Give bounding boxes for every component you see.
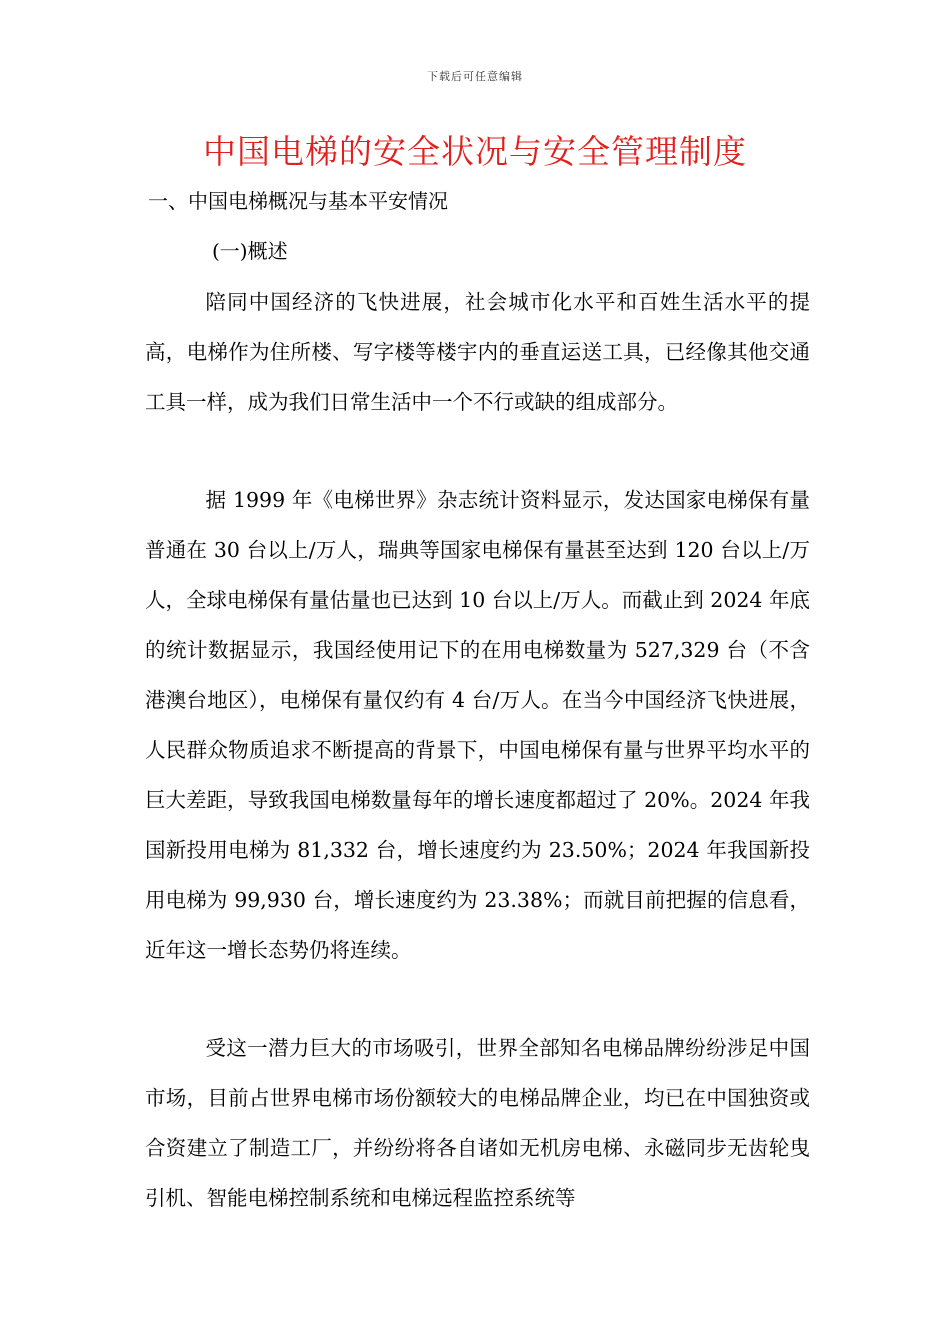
sub-heading: (一)概述 [212, 239, 288, 263]
header-note: 下载后可任意编辑 [427, 70, 523, 83]
section-heading: 一、中国电梯概况与基本平安情况 [148, 189, 448, 213]
document-title: 中国电梯的安全状况与安全管理制度 [203, 132, 747, 171]
body-paragraph: 据 1999 年《电梯世界》杂志统计资料显示，发达国家电梯保有量普通在 30 台以上/万人，瑞典等国家电梯保有量甚至达到 120 台以上/万人，全球电梯保有量估量也已达到 10 台以上/万人。而截止到 2024 年底的统计数据显示，我国经使用记下的在用电梯数量为 527,329 台（不含港澳台地区），电梯保有量仅约有 4 台/万人。在当今中国经济飞快进展，人民群众物质追求不断提高的背景下，中国电梯保有量与世界平均水平的巨大差距，导致我国电梯数量每年的增长速度都超过了 20%。2024 年我国新投用电梯为 81,332 台，增长速度约为 23.50%；2024 年我国新投用电梯为 99,930 台，增长速度约为 23.38%；而就目前把握的信息看，近年这一增长态势仍将连续。 [145, 488, 810, 962]
body-paragraph: 陪同中国经济的飞快进展，社会城市化水平和百姓生活水平的提高，电梯作为住所楼、写字楼等楼宇内的垂直运送工具，已经像其他交通工具一样，成为我们日常生活中一个不行或缺的组成部分。 [145, 290, 810, 414]
body-paragraph: 受这一潜力巨大的市场吸引，世界全部知名电梯品牌纷纷涉足中国市场，目前占世界电梯市场份额较大的电梯品牌企业，均已在中国独资或合资建立了制造工厂，并纷纷将各自诸如无机房电梯、永磁同步无齿轮曳引机、智能电梯控制系统和电梯远程监控系统等 [145, 1036, 810, 1210]
